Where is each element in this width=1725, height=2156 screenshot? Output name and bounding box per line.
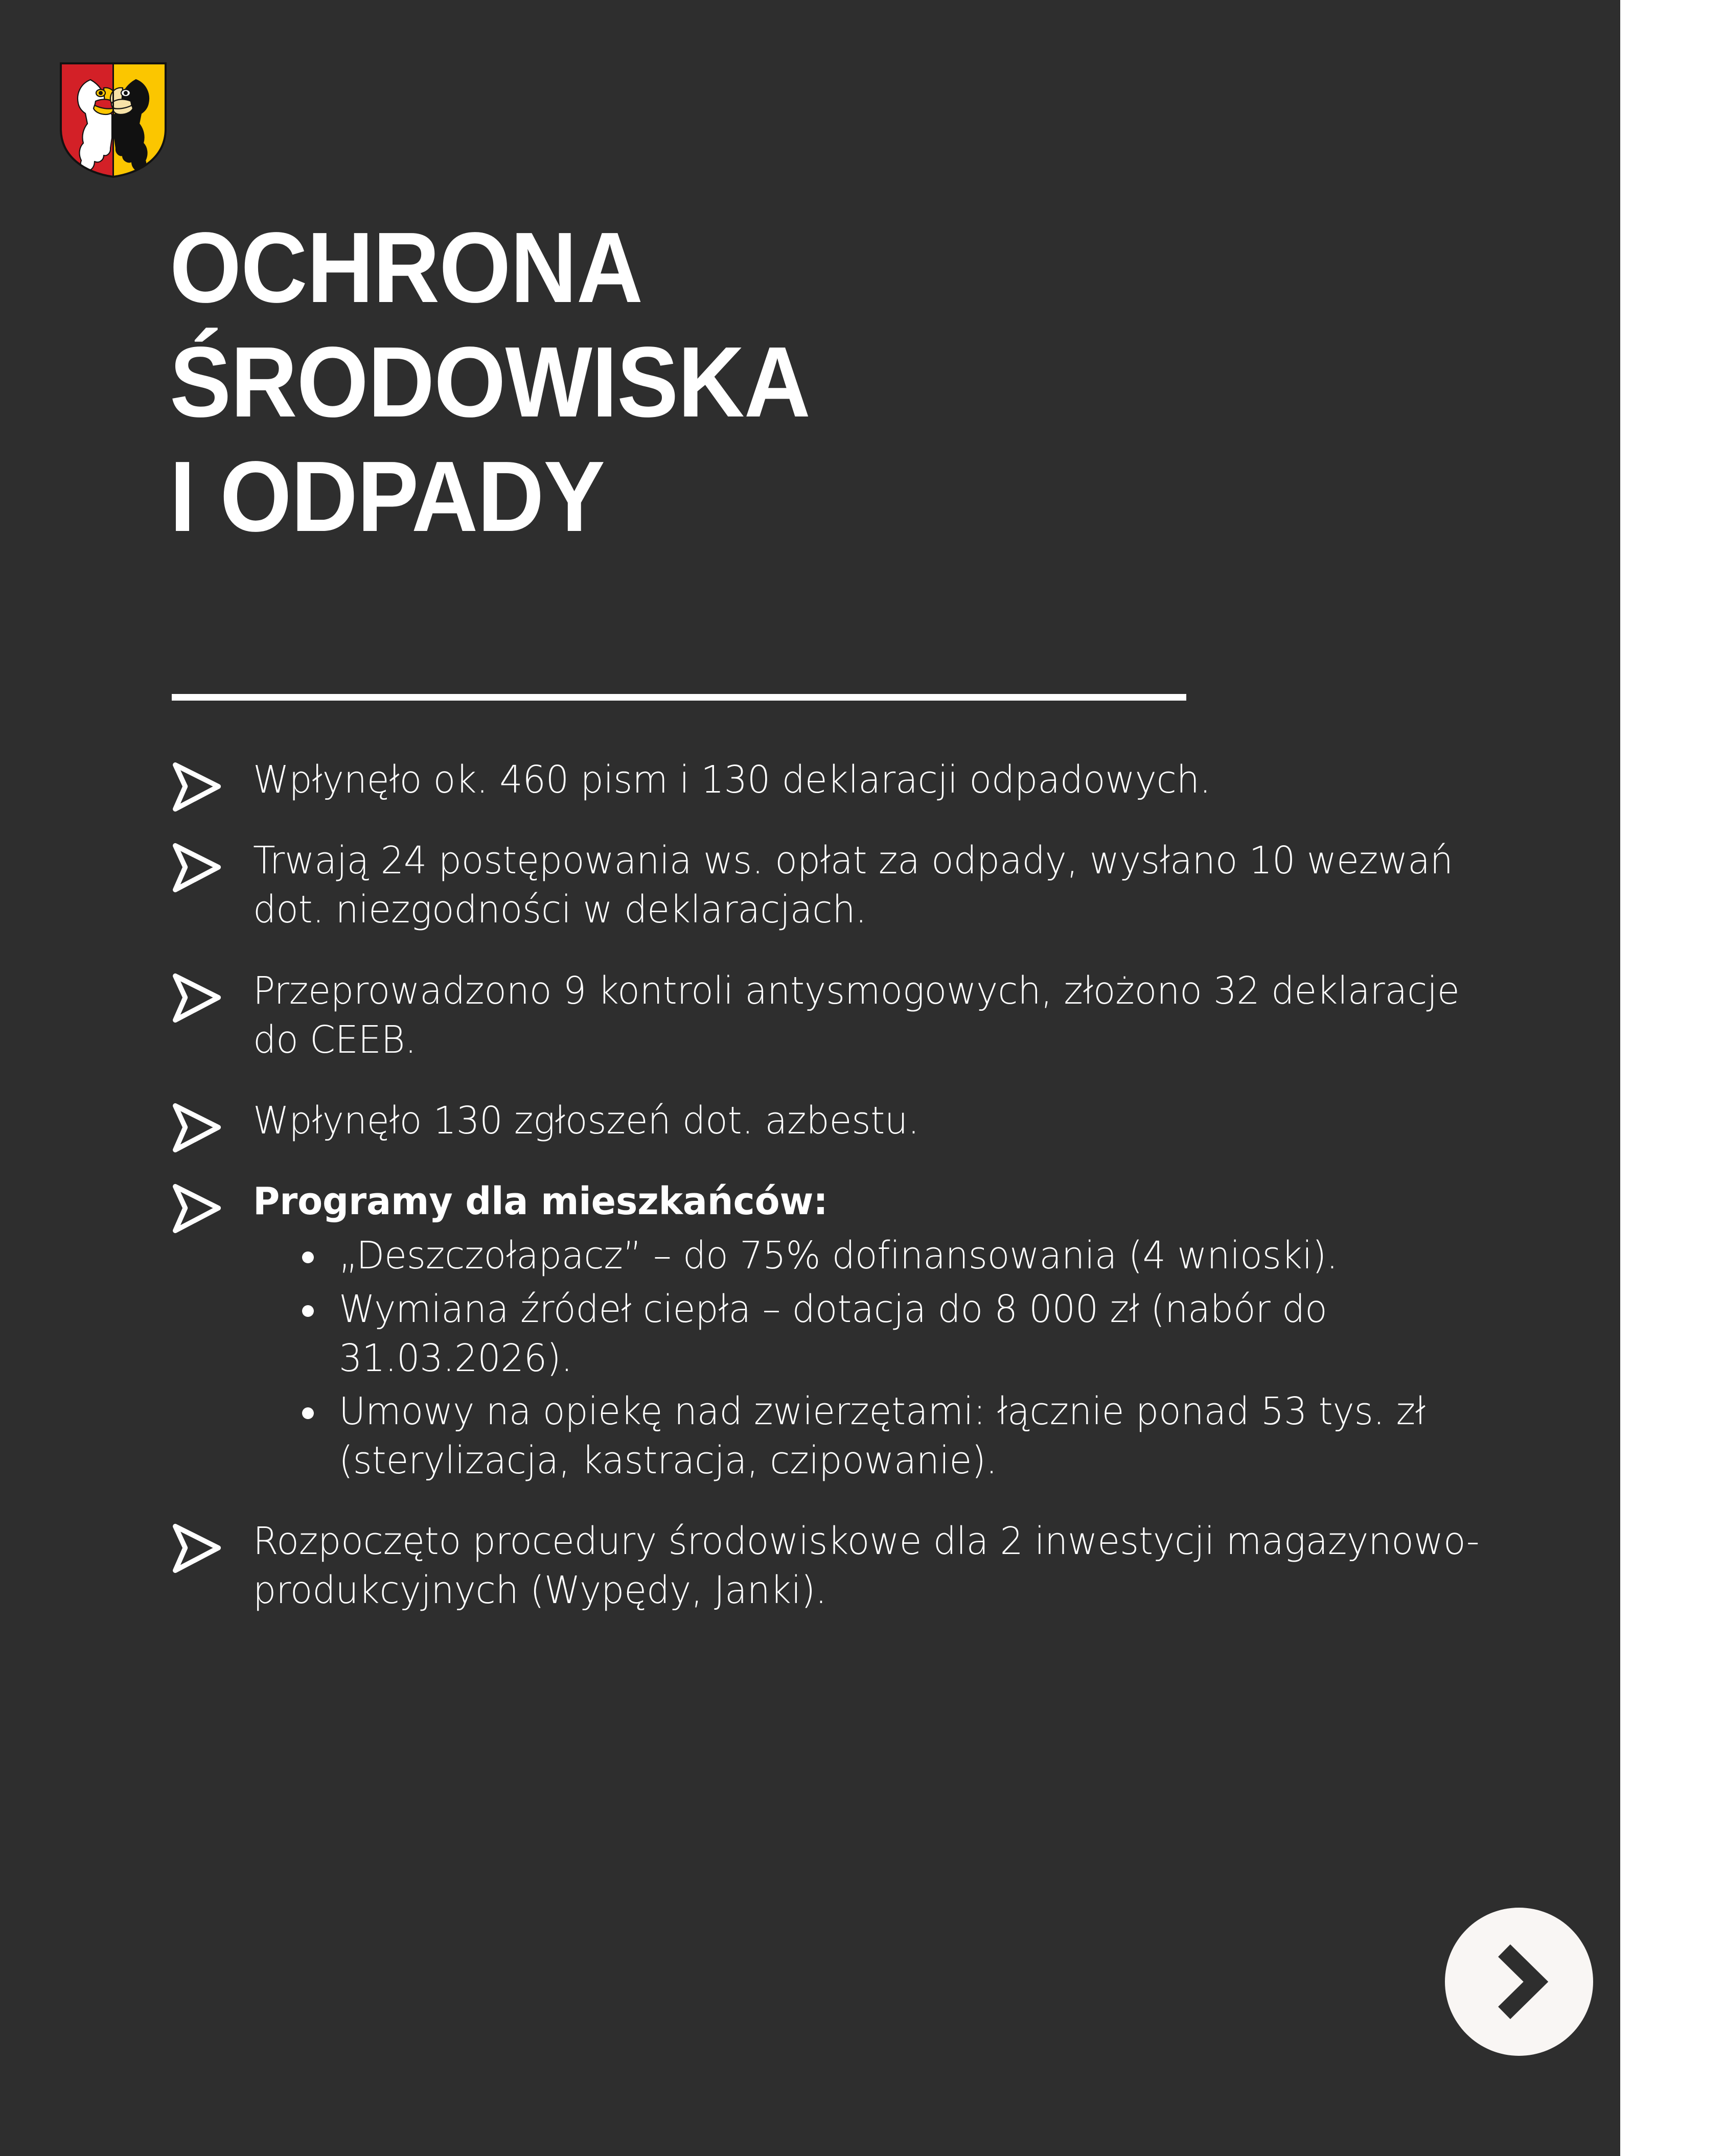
bullet-list <box>169 755 1538 1647</box>
arrow-bullet-icon <box>169 970 224 1026</box>
sublist-item <box>293 1231 1538 1280</box>
list-item <box>169 755 1538 804</box>
right-white-margin <box>1620 0 1725 2156</box>
sublist-item <box>293 1387 1538 1485</box>
list-item-text: Przeprowadzono 9 kontroli antysmogowych, złożono 32 deklaracje do CEEB. <box>253 968 1460 1062</box>
list-item-programs <box>169 1177 1538 1485</box>
sublist-item-text: „Deszczołapacz” – do 75% dofinansowania (4 wnioski). <box>339 1234 1338 1278</box>
list-item-text: Rozpoczęto procedury środowiskowe dla 2 inwestycji magazynowo-produkcyjnych (Wypędy, Janki). <box>253 1519 1480 1613</box>
dot-bullet-icon <box>302 1251 314 1263</box>
title-divider <box>172 694 1186 701</box>
chevron-right-icon <box>1504 1951 1536 2013</box>
sublist-item <box>293 1285 1538 1383</box>
arrow-bullet-icon <box>169 1521 224 1576</box>
dot-bullet-icon <box>302 1305 314 1317</box>
title-line-3: I ODPADY <box>170 441 605 553</box>
coat-of-arms-logo <box>59 61 168 179</box>
next-slide-button[interactable] <box>1445 1908 1593 2056</box>
arrow-bullet-icon <box>169 840 224 895</box>
arrow-bullet-icon <box>169 1100 224 1155</box>
list-item <box>169 1096 1538 1145</box>
list-item <box>169 836 1538 934</box>
sublist-item-text: Umowy na opiekę nad zwierzętami: łącznie ponad 53 tys. zł (sterylizacja, kastracja, czipowanie). <box>339 1389 1426 1483</box>
list-item-heading: Programy dla mieszkańców: <box>253 1179 828 1224</box>
title-line-2: ŚRODOWISKA <box>170 326 811 438</box>
dot-bullet-icon <box>302 1407 314 1419</box>
list-item-text: Wpłynęło ok. 460 pism i 130 deklaracji odpadowych. <box>253 758 1211 802</box>
list-item <box>169 966 1538 1064</box>
list-item-text: Wpłynęło 130 zgłoszeń dot. azbestu. <box>253 1098 919 1143</box>
page-title <box>170 212 1499 563</box>
sublist-item-text: Wymiana źródeł ciepła – dotacja do 8 000 zł (nabór do 31.03.2026). <box>339 1287 1327 1380</box>
list-item <box>169 1517 1538 1615</box>
title-line-1: OCHRONA <box>170 212 643 323</box>
arrow-bullet-icon <box>169 1181 224 1236</box>
program-sublist <box>253 1231 1538 1485</box>
arrow-bullet-icon <box>169 759 224 815</box>
list-item-text: Trwają 24 postępowania ws. opłat za odpady, wysłano 10 wezwań dot. niezgodności w deklaracjach. <box>253 839 1453 932</box>
